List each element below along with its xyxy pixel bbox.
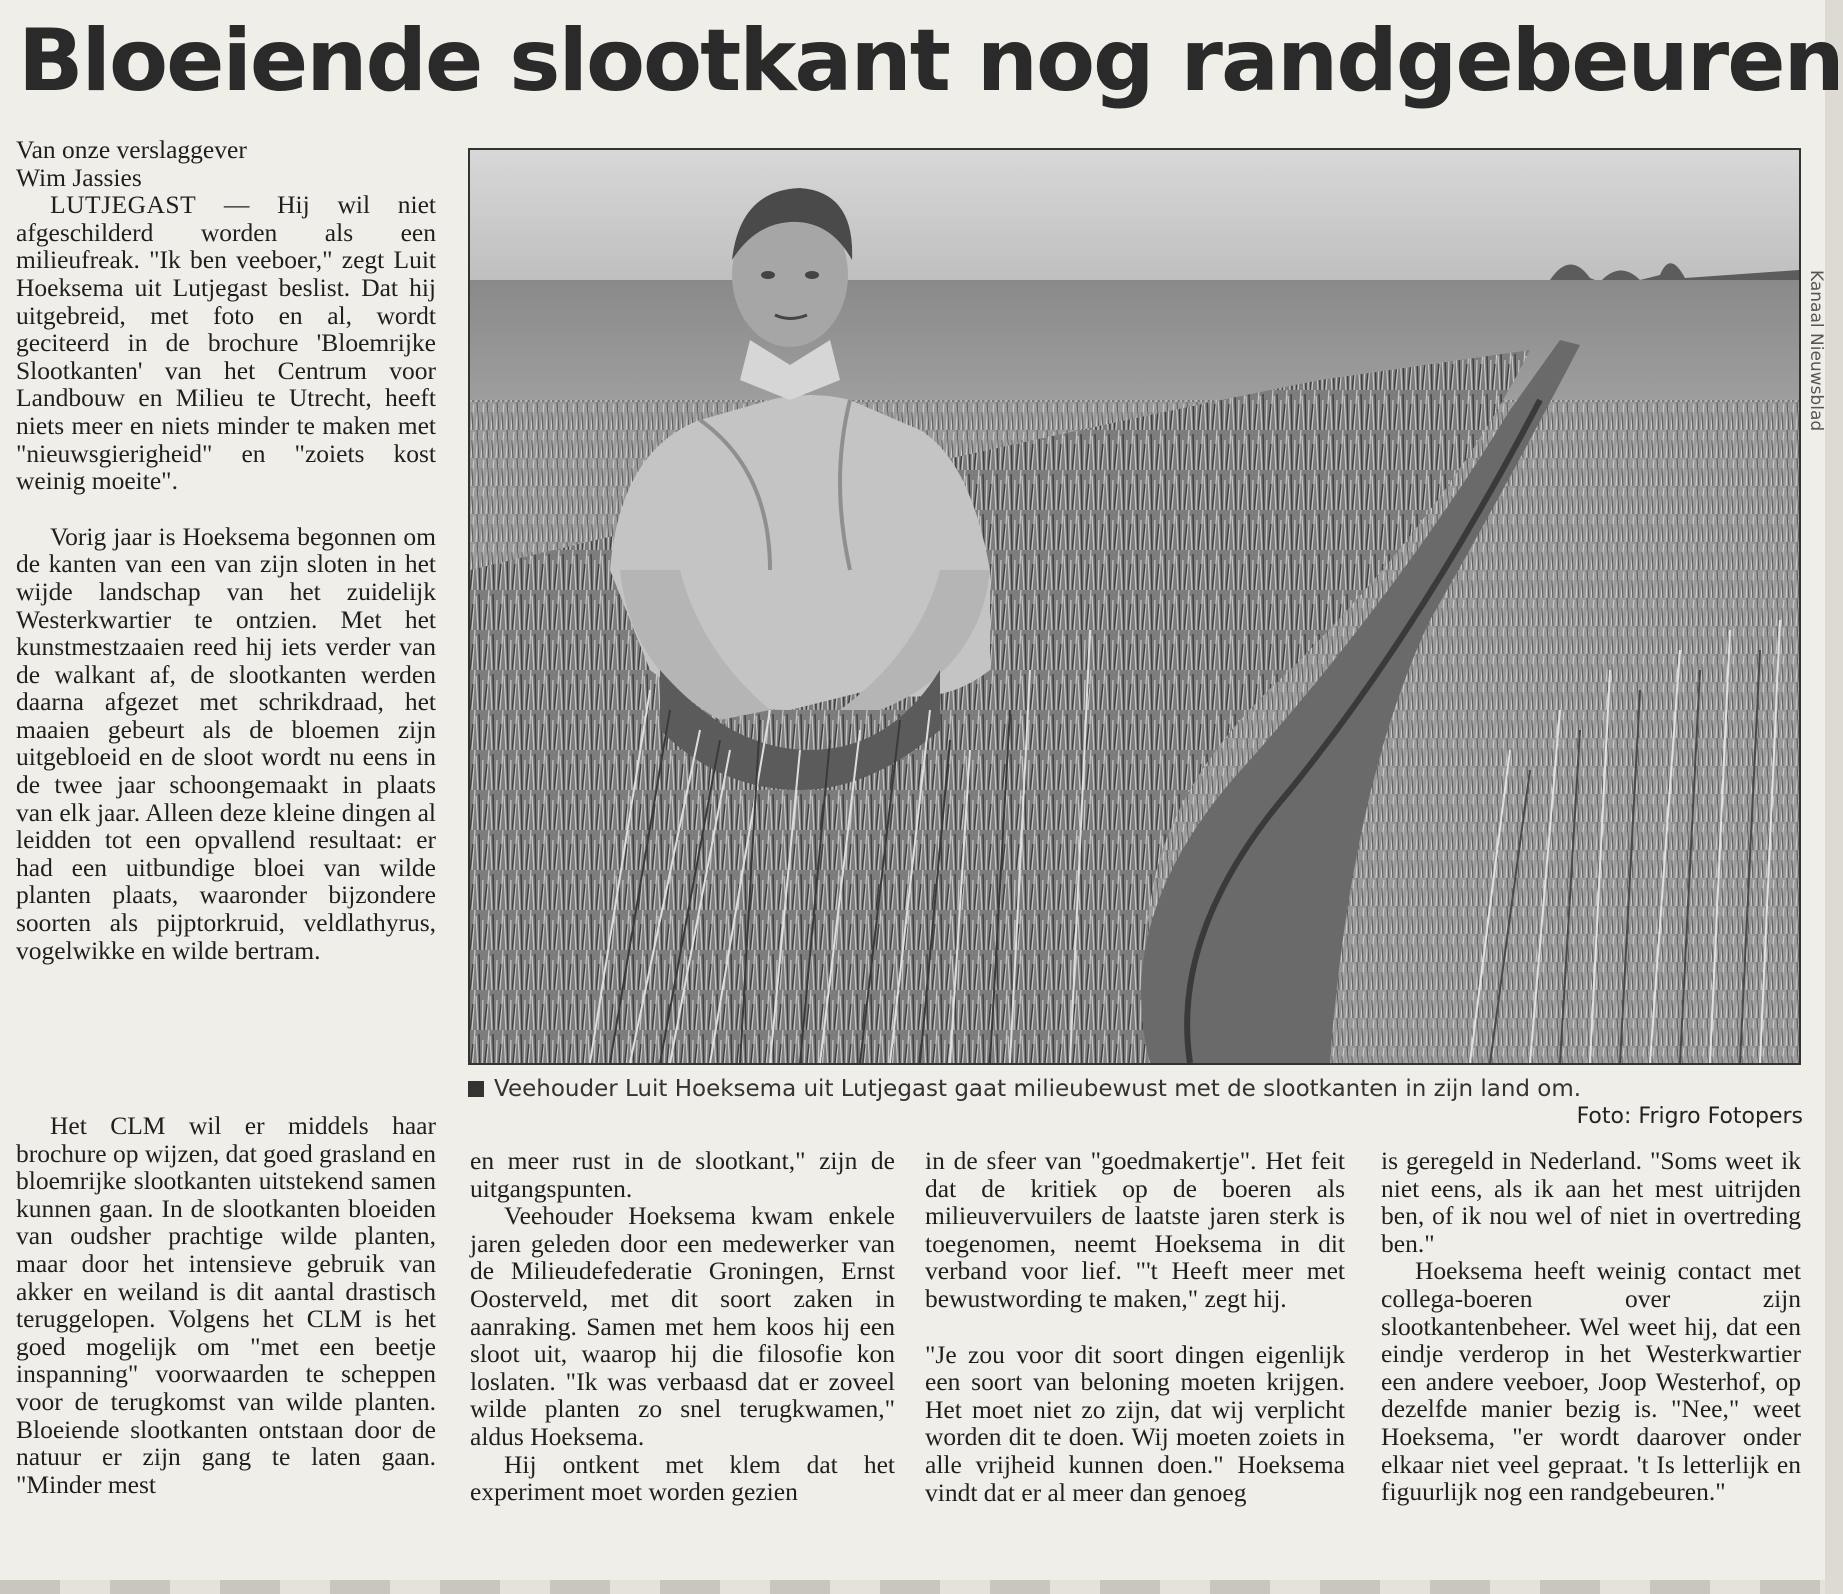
paragraph: en meer rust in de slootkant," zijn de uitgangspunten.	[470, 1146, 895, 1203]
lead-paragraph	[16, 191, 436, 495]
article-column-2	[470, 1147, 895, 1506]
paragraph: "Je zou voor dit soort dingen eigenlijk een soort van beloning moeten krijgen. Het moet niet zo zijn, dat wij verplicht worden dit te doen. Wij moeten zoiets in alle vrijheid kunnen doen." Hoeksema vindt dat er al meer dan genoeg	[925, 1339, 1345, 1507]
paragraph: Hij ontkent met klem dat het experiment moet worden gezien	[470, 1449, 895, 1507]
article-column-4	[1381, 1147, 1801, 1506]
dateline: LUTJEGAST	[50, 190, 197, 220]
paragraph: Vorig jaar is Hoeksema begonnen om de kanten van een van zijn sloten in het wijde landschap van het zuidelijk Westerkwartier te ontzien. Met het kunstmestzaaien reed hij iets verder van de walkant af, de slootkanten werden daarna afgezet met schrikdraad, het maaien gebeurt als de bloemen zijn uitgebloeid en de sloot wordt nu eens in de twee jaar schoongemaakt in plaats van elk jaar. Alleen deze kleine dingen al leidden tot een opvallend resultaat: er had een uitbundige bloei van wilde planten plaats, waaronder bijzondere soorten als pijptorkruid, veldlathyrus, vogelwikke en wilde bertram.	[16, 521, 436, 965]
article-photo	[468, 148, 1801, 1065]
byline-line-1: Van onze verslaggever	[16, 135, 247, 164]
photo-farmer-ditch	[470, 150, 1799, 1063]
article-column-1-top	[16, 136, 436, 964]
square-bullet-icon	[468, 1081, 484, 1097]
paragraph: Veehouder Hoeksema kwam enkele jaren geleden door een medewerker van de Milieudefederatie Groningen, Ernst Oosterveld, met dit soort zaken in aanraking. Samen met hem koos hij een sloot uit, waarop hij die filosofie kon loslaten. "Ik was verbaasd dat er zoveel wilde planten zo snel terugkwamen," aldus Hoeksema.	[470, 1201, 895, 1451]
photo-caption-text: Veehouder Luit Hoeksema uit Lutjegast gaat milieubewust met de slootkanten in zijn land om.	[494, 1076, 1582, 1102]
headline: Bloeiende slootkant nog randgebeuren	[18, 11, 1843, 111]
paragraph: Het CLM wil er middels haar brochure op wijzen, dat goed grasland en bloemrijke slootkanten uitstekend samen kunnen gaan. In de slootkanten bloeiden van oudsher prachtige wilde planten, maar door het intensieve gebruik van akker en weiland is dit aantal drastisch teruggelopen. Volgens het CLM is het goed mogelijk om "met een beetje inspanning" voorwaarden te scheppen voor de terugkomst van wilde planten. Bloeiende slootkanten ontstaan door de natuur er zijn gang te laten gaan. "Minder mest	[16, 1111, 436, 1499]
paragraph: in de sfeer van "goedmakertje". Het feit dat de kritiek op de boeren als milieuvervuilers de laatste jaren sterk is toegenomen, neemt Hoeksema in dit verband voor lief. "'t Heeft meer met bewustwording te maken," zegt hij.	[925, 1146, 1345, 1313]
paragraph: is geregeld in Nederland. "Soms weet ik niet eens, als ik aan het mest uitrijden ben, of ik nou wel of niet in overtreding ben."	[1381, 1146, 1801, 1258]
lead-paragraph-text: — Hij wil niet afgeschilderd worden als een milieufreak. "Ik ben veeboer," zegt Luit Hoeksema uit Lutjegast beslist. Dat hij uitgebreid, met foto en al, wordt geciteerd in de brochure 'Bloemrijke Slootkanten' van het Centrum voor Landbouw en Milieu te Utrecht, heeft niets meer en niets minder te maken met "nieuwsgierigheid" en "zoiets kost weinig moeite".	[16, 190, 436, 496]
paragraph: Hoeksema heeft weinig contact met collega-boeren over zijn slootkantenbeheer. Wel weet hij, dat een eindje verderop in het Westerkwartier een andere veeboer, Joop Westerhof, op dezelfde manier bezig is. "Nee," weet Hoeksema, "er wordt daarover onder elkaar niet veel gepraat. 't Is letterlijk en figuurlijk nog een randgebeuren."	[1381, 1256, 1801, 1507]
photo-caption	[468, 1075, 1801, 1103]
article-column-3	[925, 1147, 1345, 1506]
article-column-1-bottom	[16, 1112, 436, 1498]
byline-line-2: Wim Jassies	[16, 162, 142, 192]
photo-credit: Foto: Frigro Fotopers	[1576, 1104, 1803, 1129]
side-label	[1808, 270, 1828, 970]
scan-edge	[0, 1580, 1825, 1594]
side-label-text: Kanaal Nieuwsblad	[1806, 270, 1826, 432]
